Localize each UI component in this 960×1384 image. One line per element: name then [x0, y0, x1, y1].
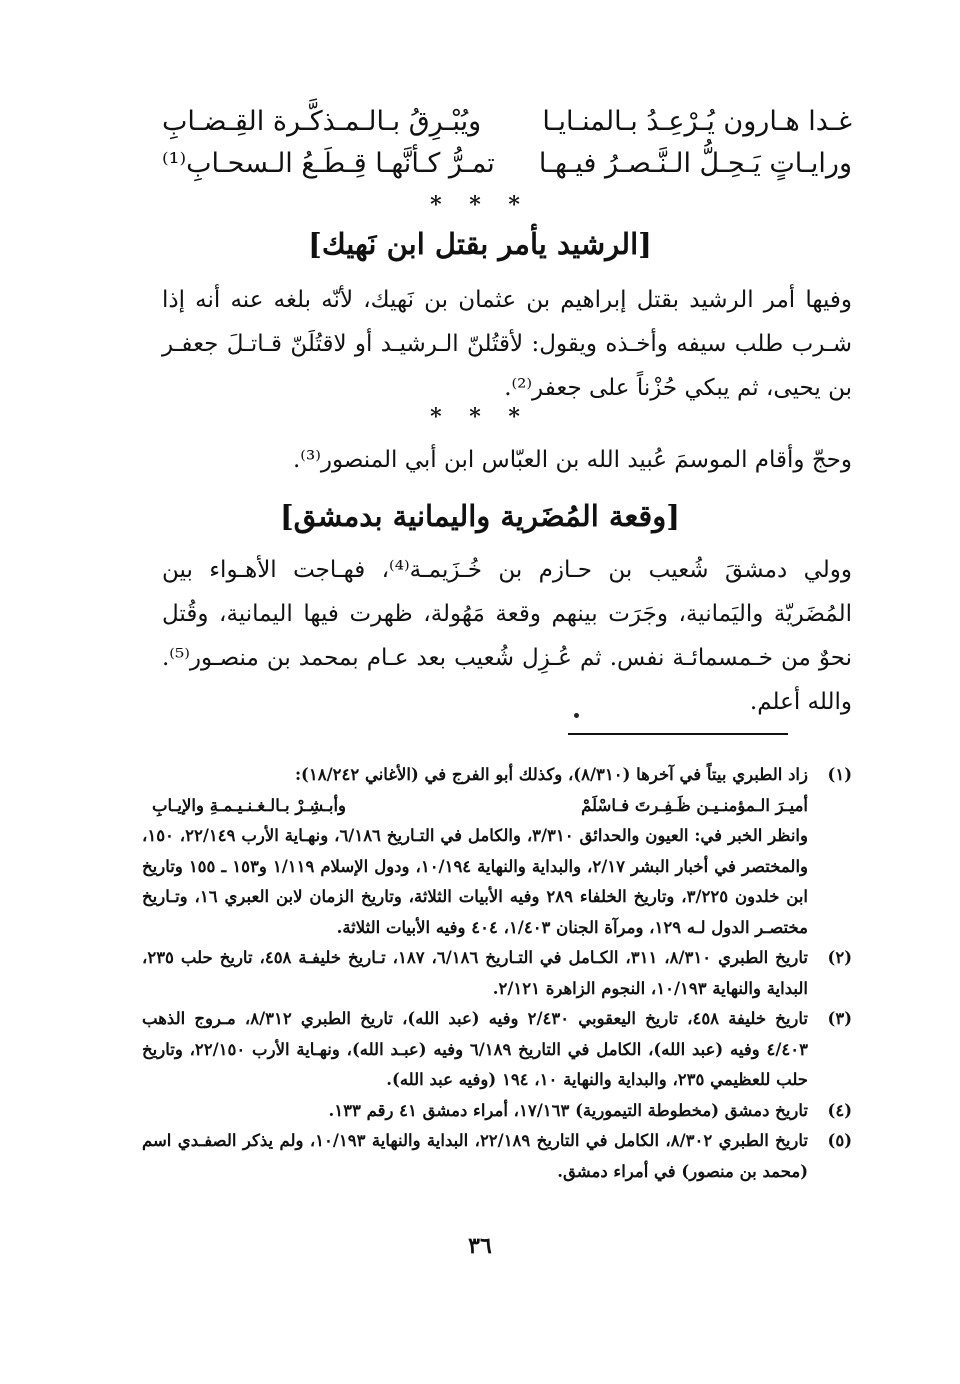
footnote-text: زاد الطبري بيتاً في آخرها (٨/٣١٠)، وكذلك أبو الفرج في (الأغاني ١٨/٢٤٢):: [294, 765, 808, 784]
page-number: ٣٦: [468, 1233, 492, 1259]
footnote: [142, 760, 852, 943]
poem-hemistich-left: تمـرُّ كـأنَّهـا قِـطَـعُ الـسحـابِ⁽¹⁾: [162, 148, 495, 179]
section-separator: * * *: [430, 192, 530, 218]
footnote-number: (٢): [827, 948, 852, 967]
poem-line-1: [162, 102, 852, 142]
footnote: [142, 1096, 852, 1127]
footnote-text: تاريخ الطبري ٨/٣١٠، ٣١١، الكـامل في التـاريخ ٦/١٨٦، ١٨٧، تـاريخ خليفـة ٤٥٨، تاريخ حلب ٢٣٥، البداية والنهاية ١٠/١٩٣، النجوم الزاهرة ٢/١٢١.: [142, 948, 809, 998]
poem-hemistich-right: أميـرَ الـمؤمنـيـن ظَـفِـرتَ فـاسْلَمْ: [581, 795, 808, 815]
poem-hemistich-left: وأبـشِـرْ بـالـغـنـيـمـةِ والإيـابِ: [152, 795, 347, 815]
footnote-number: (٤): [827, 1100, 852, 1120]
body-paragraph: وفيها أمر الرشيد بقتل إبراهيم بن عثمان بن نَهيك، لأنّه بلغه عنه أنه إذا شـرب طلب سيفه وأخـذه ويقول: لأقتُلنّ الـرشيـد أو لاقتُلَنّ قـاتـلَ جعفـر بن يحيى، ثم يبكي حُزْناً على جعفر⁽²⁾.: [162, 287, 852, 401]
footnote-separator-rule: [568, 733, 788, 735]
footnote: [142, 943, 852, 1004]
footnote-text: تاريخ دمشق (مخطوطة التيمورية) ١٧/١٦٣، أمراء دمشق ٤١ رقم ١٣٣.: [328, 1100, 808, 1120]
section-heading: [وقعة المُضَرية واليمانية بدمشق]: [279, 499, 681, 533]
ink-dot: [574, 713, 579, 718]
footnote-text: تاريخ خليفة ٤٥٨، تاريخ اليعقوبي ٢/٤٣٠ وفيه (عبد الله)، تاريخ الطبري ٨/٣١٢، مـروج الذهب ٤/٤٠٣ وفيه (عبد الله)، الكامل في التاريخ ٦/١٨٩ وفيه (عبـد الله)، ونهـاية الأرب ٢٢/١٥٠، وتاريخ حلب للعظيمي ٢٣٥، والبداية والنهاية ١٠، ١٩٤ (وفيه عبد الله).: [142, 1009, 809, 1089]
section-heading: [الرشيد يأمر بقتل ابن نَهيك]: [308, 227, 652, 261]
poem-line-2: [162, 144, 852, 184]
footnote-number: (١): [827, 765, 852, 784]
body-paragraph: وولي دمشقَ شُعيب بن حـازم بن خُـزَيمـة⁽⁴⁾، فهـاجت الأهـواء بين المُضَريّة واليَمانية، وجَرَت بينهم وقعة مَهُولة، ظهرت فيها اليمانية، وقُتل نحوٌ من خـمسمائـة نفس. ثم عُـزِل شُعيب بعد عـام بمحمد بن منصـور⁽⁵⁾. والله أعلم.: [162, 557, 853, 715]
section-separator: * * *: [430, 404, 530, 430]
footnote-number: (٣): [827, 1009, 852, 1028]
footnotes: [142, 760, 852, 1187]
footnote-number: (٥): [827, 1131, 852, 1150]
footnote-text: تاريخ الطبري ٨/٣٠٢، الكامل في التاريخ ٢٢/١٨٩، البداية والنهاية ١٠/١٩٣، ولم يذكر الصفـدي اسم (محمد بن منصور) في أمراء دمشق.: [142, 1131, 809, 1181]
footnote-text: وانظر الخبر في: العيون والحدائق ٣/٣١٠، والكامل في التـاريخ ٦/١٨٦، ونهـاية الأرب ٢٢/١٤٩، ١٥٠، والمختصر في أخبار البشر ٢/١٧، والبداية والنهاية ١٠/١٩٤، ودول الإسلام ١/١١٩ و١٥٣ ـ ١٥٥ وتاريخ ابن خلدون ٣/٢٢٥، وتاريخ الخلفاء ٢٨٩ وفيه الأبيات الثلاثة، وتاريخ الزمان لابن العبري ١٦، وتـاريخ مختصـر الدول لـه ١٢٩، ومرآة الجنان ١/٤٠٣، ٤٠٤ وفيه الأبيات الثلاثة.: [142, 826, 809, 937]
footnote: [142, 1004, 852, 1096]
hajj-paragraph: وحجّ وأقام الموسمَ عُبيد الله بن العبّاس ابن أبي المنصور⁽³⁾.: [293, 447, 852, 473]
poem-hemistich-left: ويُبْـرِقُ بـالـمـذكَّـرة القِـضـابِ: [162, 106, 482, 137]
poem-hemistich-right: ورايـاتٍ يَـحِـلُّ الـنَّـصـرُ فيـهـا: [538, 148, 852, 179]
footnote: [142, 1126, 852, 1187]
footnote-poem: [142, 791, 808, 822]
poem-hemistich-right: غـدا هـارون يُـرْعِـدُ بـالمنـايـا: [542, 106, 852, 137]
